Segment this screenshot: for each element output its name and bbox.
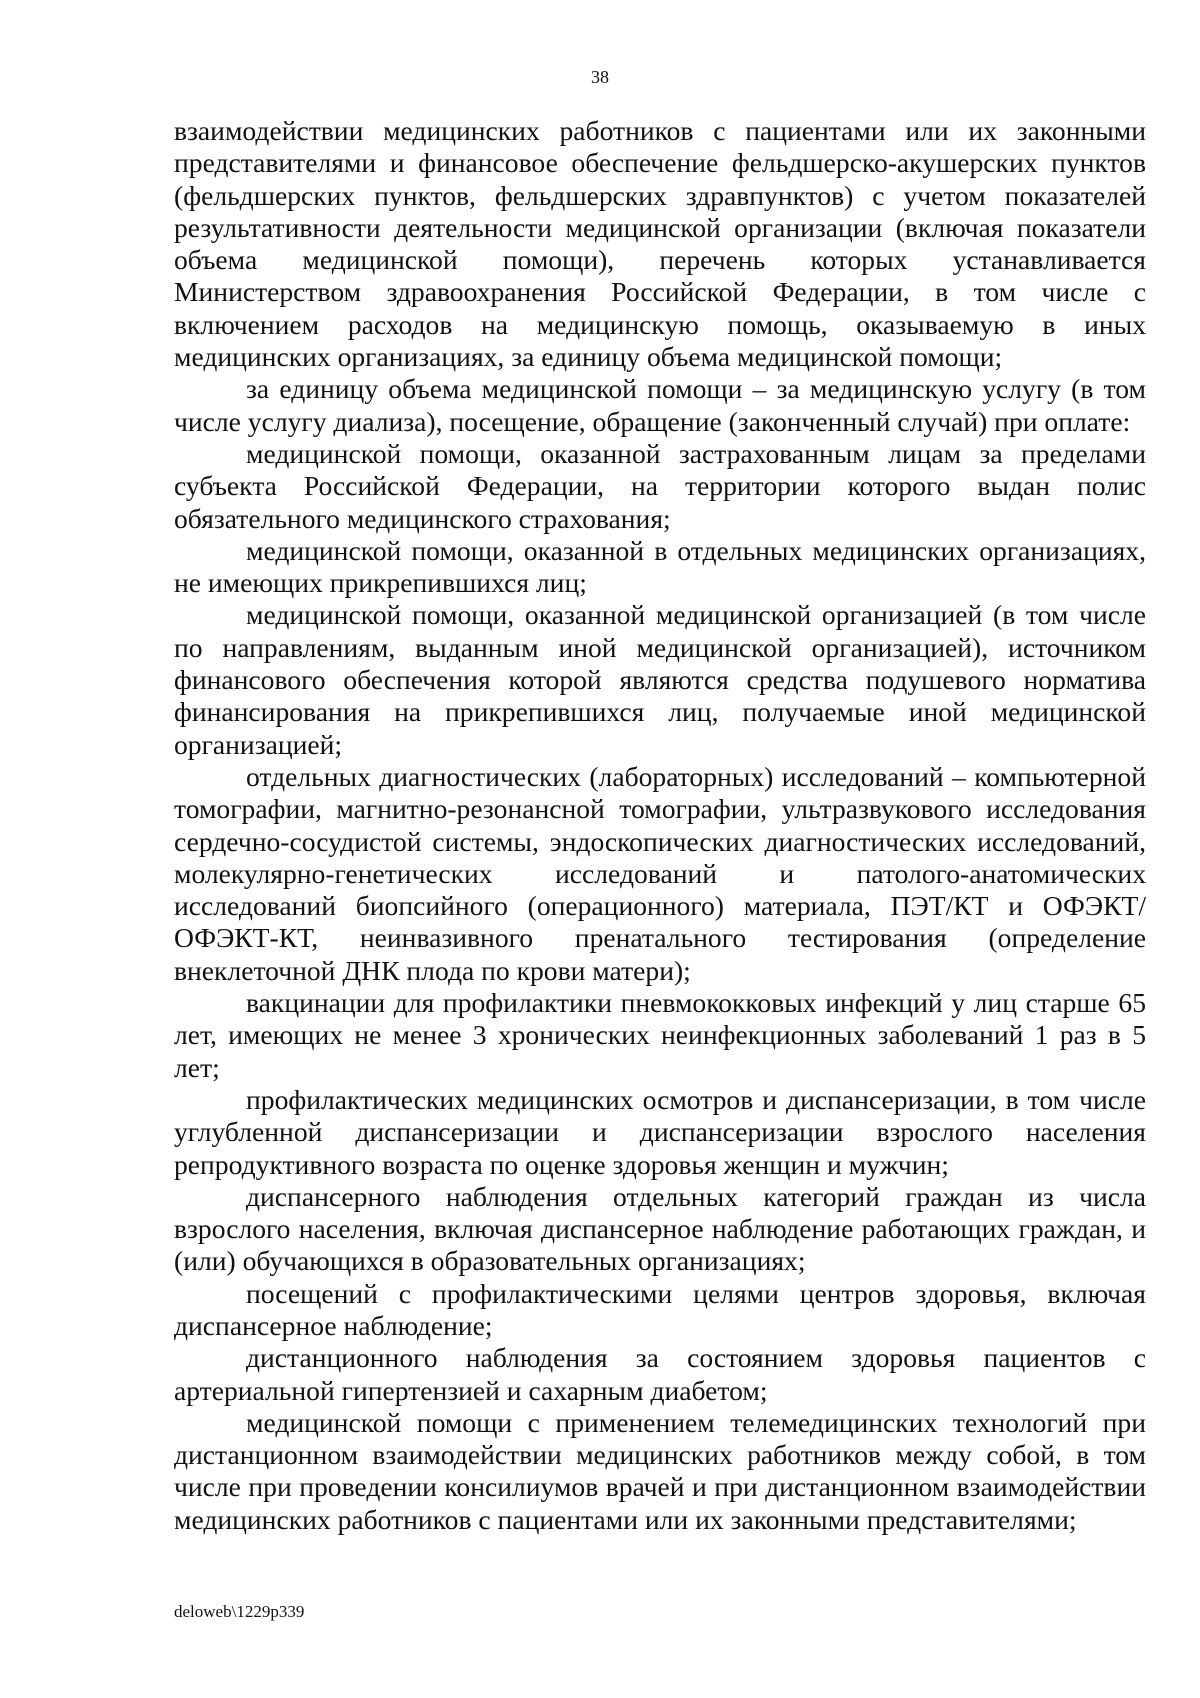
- paragraph-dispensary-observation: диспансерного наблюдения отдельных категорий граждан из числа взрослого населения, включая диспансерное наблюдение работающих граждан, и (или) обучающихся в образовательных организациях;: [174, 1180, 1146, 1277]
- paragraph-continuation: взаимодействии медицинских работников с пациентами или их законными представителями и финансовое обеспечение фельдшерско-акушерских пунктов (фельдшерских пунктов, фельдшерских здравпунктов) с учетом показателей результативности деятельности медицинской организации (включая показатели объема медицинской помощи), перечень которых устанавливается Министерством здравоохранения Российской Федерации, в том числе с включением расходов на медицинскую помощь, оказываемую в иных медицинских организациях, за единицу объема медицинской помощи;: [174, 115, 1146, 373]
- paragraph-preventive-examinations: профилактических медицинских осмотров и диспансеризации, в том числе углубленной диспансеризации и диспансеризации взрослого населения репродуктивного возраста по оценке здоровья женщин и мужчин;: [174, 1083, 1146, 1180]
- paragraph-vaccination: вакцинации для профилактики пневмококковых инфекций у лиц старше 65 лет, имеющих не менее 3 хронических неинфекционных заболеваний 1 раз в 5 лет;: [174, 987, 1146, 1083]
- paragraph-per-unit-volume: за единицу объема медицинской помощи – за медицинскую услугу (в том числе услугу диализа), посещение, обращение (законченный случай) при оплате:: [174, 373, 1146, 437]
- document-body: [174, 115, 1146, 1536]
- paragraph-health-centers: посещений с профилактическими целями центров здоровья, включая диспансерное наблюдение;: [174, 1277, 1146, 1341]
- paragraph-diagnostic-studies: отдельных диагностических (лабораторных) исследований – компьютерной томографии, магнитно-резонансной томографии, ультразвукового исследования сердечно-сосудистой системы, эндоскопических диагностических исследований, молекулярно-генетических исследований и патолого-анатомических исследований биопсийного (операционного) материала, ПЭТ/КТ и ОФЭКТ/ОФЭКТ-КТ, неинвазивного пренатального тестирования (определение внеклеточной ДНК плода по крови матери);: [174, 760, 1146, 986]
- paragraph-remote-monitoring: дистанционного наблюдения за состоянием здоровья пациентов с артериальной гипертензией и сахарным диабетом;: [174, 1342, 1146, 1406]
- footer-document-code: deloweb\1229p339: [174, 1602, 305, 1621]
- paragraph-insured-outside-subject: медицинской помощи, оказанной застрахованным лицам за пределами субъекта Российской Федерации, на территории которого выдан полис обязательного медицинского страхования;: [174, 437, 1146, 534]
- page-number: 38: [591, 67, 609, 87]
- paragraph-no-attached-persons: медицинской помощи, оказанной в отдельных медицинских организациях, не имеющих прикрепившихся лиц;: [174, 534, 1146, 599]
- paragraph-telemedicine: медицинской помощи с применением телемедицинских технологий при дистанционном взаимодействии медицинских работников между собой, в том числе при проведении консилиумов врачей и при дистанционном взаимодействии медицинских работников с пациентами или их законными представителями;: [174, 1406, 1146, 1535]
- paragraph-referrals: медицинской помощи, оказанной медицинской организацией (в том числе по направлениям, выданным иной медицинской организацией), источником финансового обеспечения которой являются средства подушевого норматива финансирования на прикрепившихся лиц, получаемые иной медицинской организацией;: [174, 599, 1146, 760]
